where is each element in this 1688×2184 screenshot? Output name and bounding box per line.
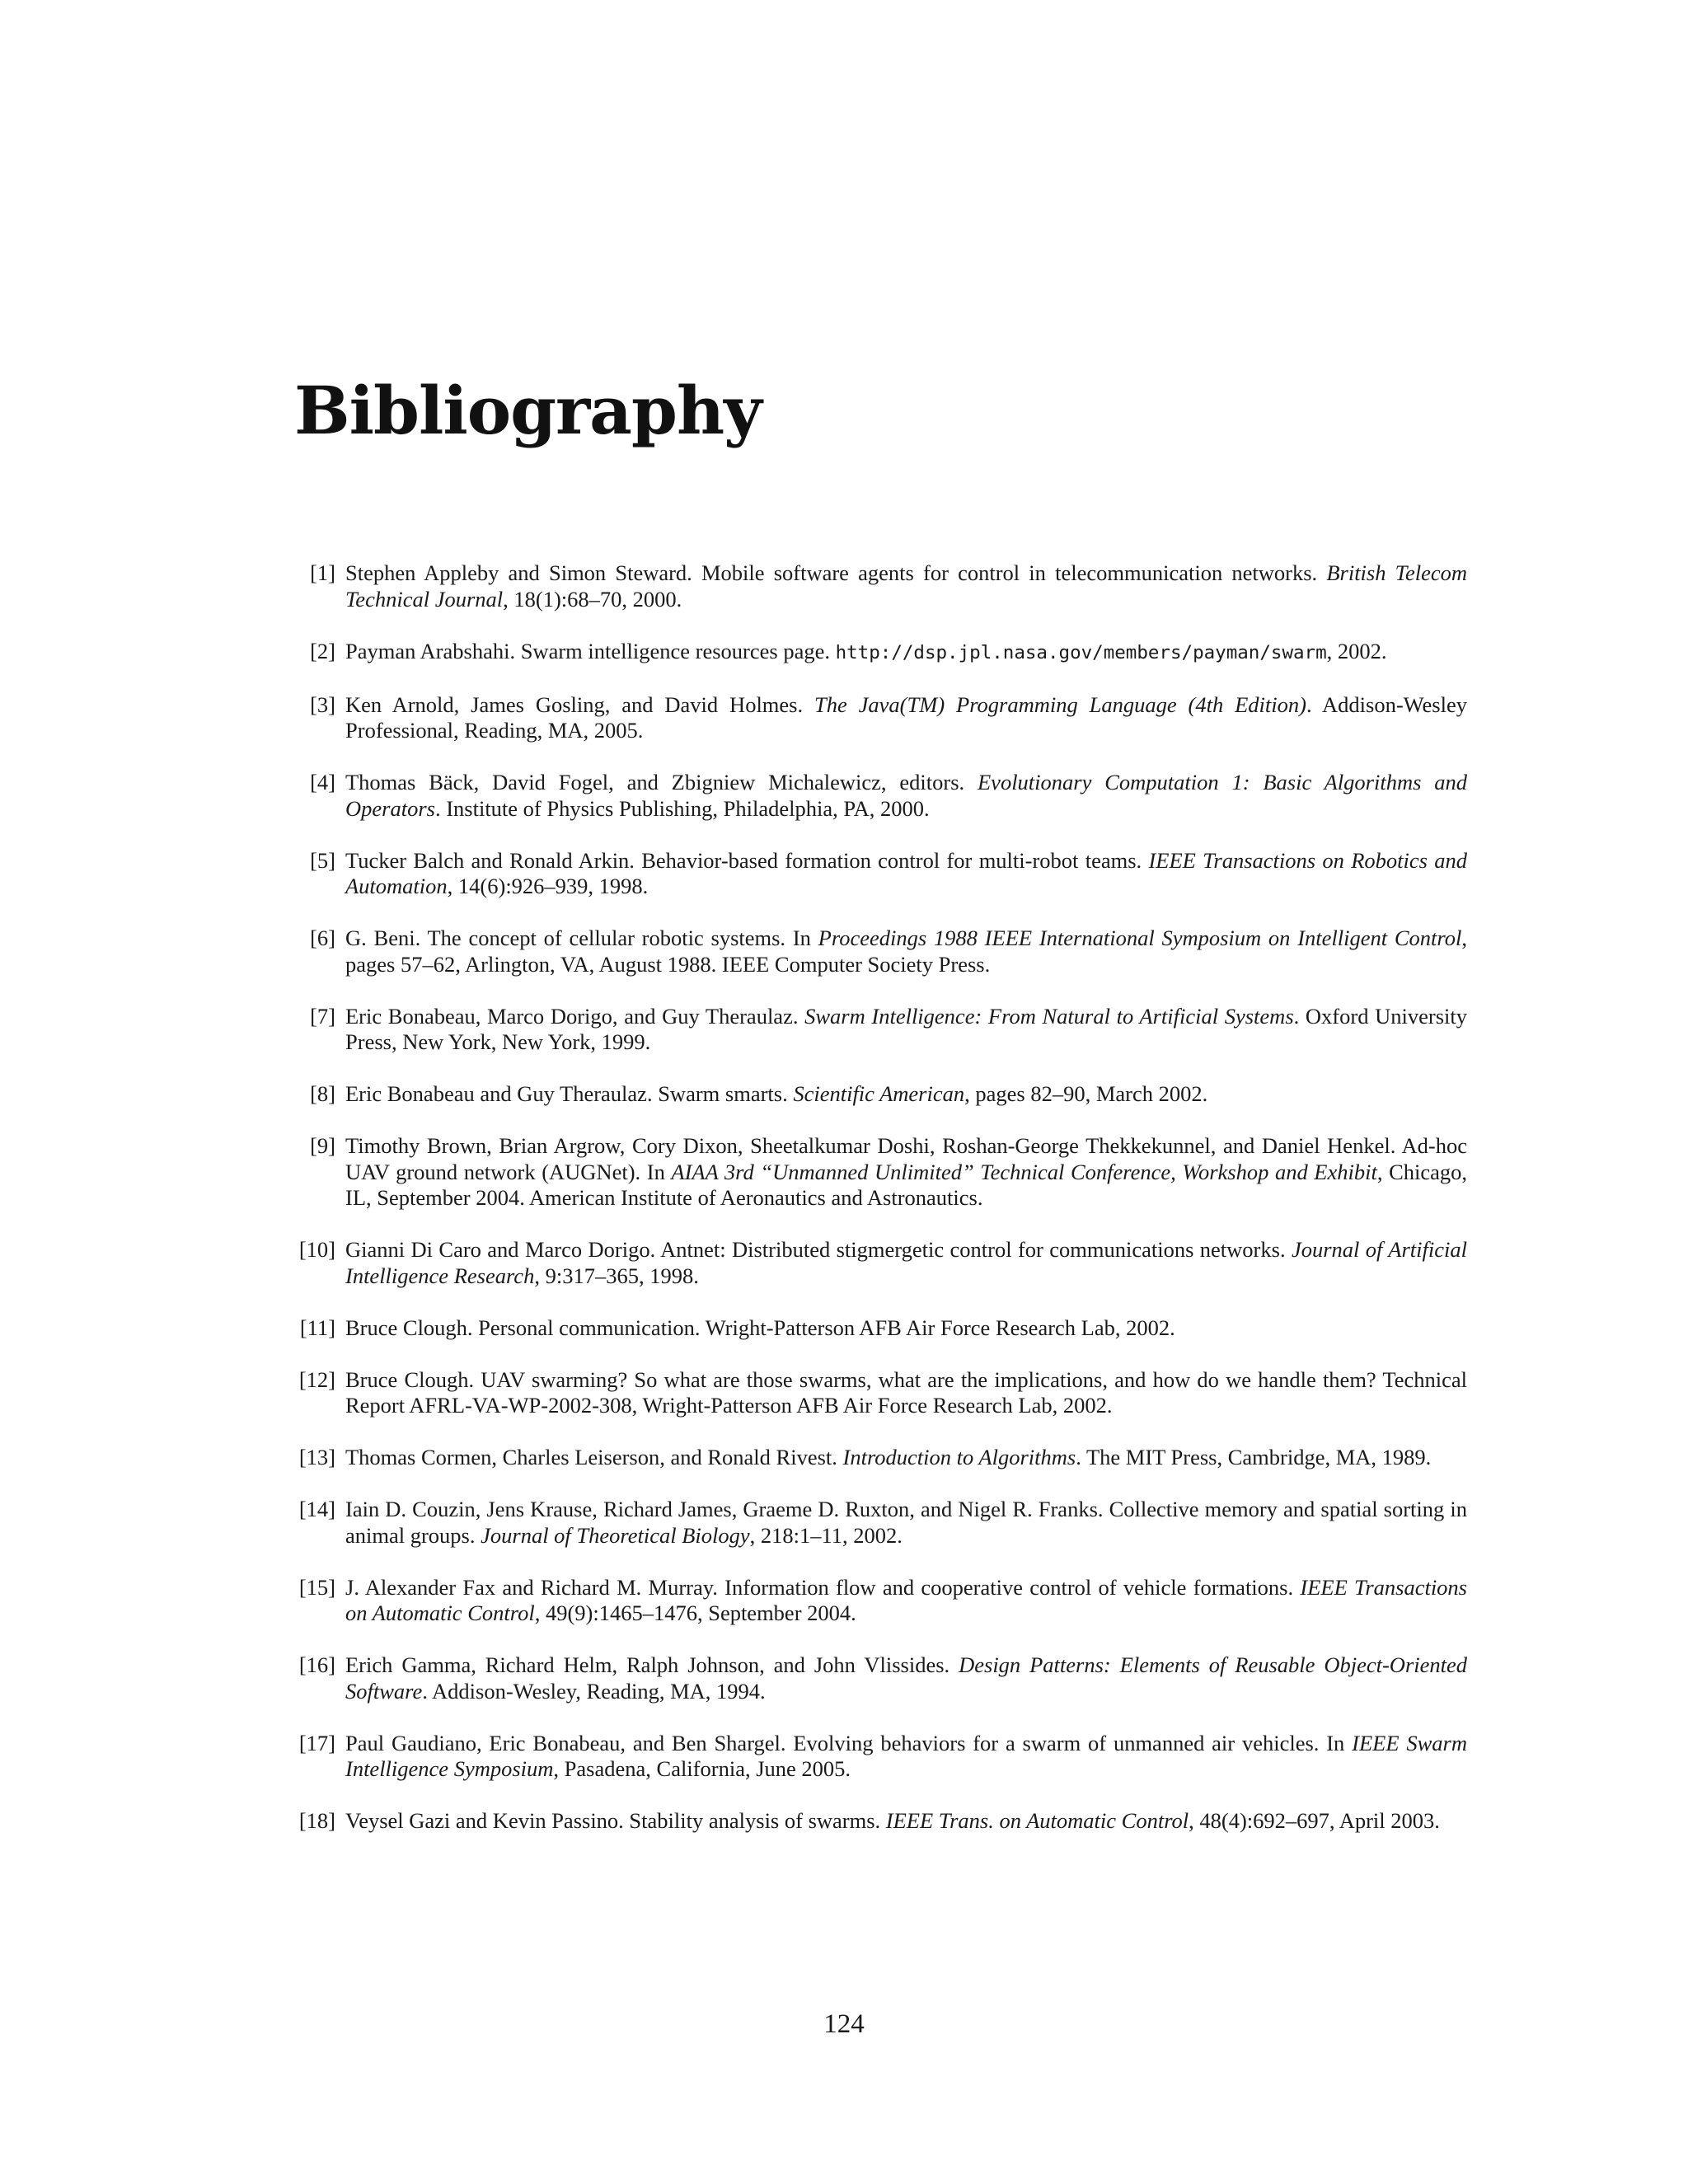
reference-text-segment: Payman Arabshahi. Swarm intelligence resources page. <box>345 638 836 663</box>
reference-source-title: AIAA 3rd “Unmanned Unlimited” Technical Conference, Workshop and Exhibit <box>671 1159 1377 1184</box>
reference-number: [6] <box>310 926 335 950</box>
reference-number: [14] <box>298 1497 335 1521</box>
reference-number: [7] <box>310 1003 335 1029</box>
reference-entry <box>294 1237 1467 1289</box>
reference-number: [1] <box>310 560 335 585</box>
reference-text-segment: Bruce Clough. Personal communication. Wright-Patterson AFB Air Force Research Lab, 2002. <box>345 1315 1175 1340</box>
reference-source-title: IEEE Transactions on Automatic Control <box>345 1574 1467 1625</box>
reference-text-segment: . Addison-Wesley Professional, Reading, MA, 2005. <box>345 691 1467 743</box>
reference-text-segment: , pages 57–62, Arlington, VA, August 1988. IEEE Computer Society Press. <box>345 926 1467 977</box>
reference-text <box>345 848 1467 900</box>
reference-text <box>345 1652 1467 1704</box>
reference-entry <box>294 926 1467 977</box>
reference-text-segment: , 2002. <box>1326 638 1387 663</box>
reference-entry <box>294 1575 1467 1627</box>
reference-text-segment: Erich Gamma, Richard Helm, Ralph Johnson, and John Vlissides. <box>345 1652 959 1677</box>
reference-text-segment: . Oxford University Press, New York, New York, 1999. <box>345 1003 1467 1054</box>
reference-entry <box>294 1315 1467 1342</box>
reference-entry <box>294 1808 1467 1835</box>
reference-text <box>345 1731 1467 1783</box>
reference-text <box>345 926 1467 977</box>
reference-number: [8] <box>310 1081 335 1106</box>
reference-text <box>345 560 1467 612</box>
reference-entry <box>294 560 1467 612</box>
reference-text-segment: , pages 82–90, March 2002. <box>964 1081 1208 1106</box>
reference-text <box>345 1497 1467 1549</box>
reference-text-segment: J. Alexander Fax and Richard M. Murray. Information flow and cooperative control of vehicle formations. <box>345 1574 1301 1600</box>
reference-text <box>345 1315 1467 1342</box>
reference-entry <box>294 1731 1467 1783</box>
reference-source-title: Swarm Intelligence: From Natural to Artificial Systems <box>804 1003 1294 1029</box>
reference-text-segment: Tucker Balch and Ronald Arkin. Behavior-based formation control for multi-robot teams. <box>345 847 1149 873</box>
reference-text-segment: , 18(1):68–70, 2000. <box>503 586 682 612</box>
reference-number: [13] <box>298 1445 335 1469</box>
reference-entry <box>294 1445 1467 1471</box>
reference-entry <box>294 1367 1467 1419</box>
reference-text <box>345 1367 1467 1419</box>
reference-source-title: Introduction to Algorithms <box>842 1445 1076 1469</box>
reference-source-title: British Telecom Technical Journal <box>345 560 1467 612</box>
reference-text-segment: . Institute of Physics Publishing, Philadelphia, PA, 2000. <box>434 795 930 821</box>
reference-text <box>345 692 1467 744</box>
reference-text-segment: Eric Bonabeau and Guy Theraulaz. Swarm smarts. <box>345 1081 794 1106</box>
reference-number: [2] <box>310 638 335 663</box>
reference-text-segment: Veysel Gazi and Kevin Passino. Stability analysis of swarms. <box>345 1808 886 1833</box>
reference-source-title: IEEE Transactions on Robotics and Automation <box>345 847 1467 898</box>
reference-text-segment: , 14(6):926–939, 1998. <box>447 874 649 898</box>
reference-number: [9] <box>310 1133 335 1158</box>
reference-text <box>345 1445 1467 1471</box>
reference-entry <box>294 1133 1467 1212</box>
reference-source-title: Design Patterns: Elements of Reusable Object-Oriented Software <box>345 1652 1468 1704</box>
reference-text <box>345 1004 1467 1056</box>
reference-entry <box>294 1004 1467 1056</box>
reference-number: [4] <box>310 770 335 794</box>
reference-text-segment: Ken Arnold, James Gosling, and David Holmes. <box>345 691 815 717</box>
reference-text-segment: Paul Gaudiano, Eric Bonabeau, and Ben Shargel. Evolving behaviors for a swarm of unmanned air vehicles. In <box>345 1730 1353 1755</box>
reference-number: [5] <box>310 847 335 873</box>
reference-text-segment: Thomas Cormen, Charles Leiserson, and Ronald Rivest. <box>345 1445 843 1469</box>
reference-source-title: Scientific American <box>793 1081 965 1106</box>
reference-text-segment: Eric Bonabeau, Marco Dorigo, and Guy Theraulaz. <box>345 1003 805 1029</box>
reference-text-segment: , Pasadena, California, June 2005. <box>553 1756 851 1781</box>
reference-number: [18] <box>298 1808 335 1833</box>
reference-entry <box>294 692 1467 744</box>
reference-text-segment: G. Beni. The concept of cellular robotic systems. In <box>345 926 818 950</box>
reference-text-segment: , 48(4):692–697, April 2003. <box>1189 1808 1440 1833</box>
reference-text-segment: , 218:1–11, 2002. <box>749 1522 903 1548</box>
reference-source-title: IEEE Swarm Intelligence Symposium <box>345 1730 1468 1781</box>
reference-number: [17] <box>298 1730 335 1755</box>
reference-number: [11] <box>299 1315 335 1340</box>
reference-text-segment: Timothy Brown, Brian Argrow, Cory Dixon, Sheetalkumar Doshi, Roshan-George Thekkekunnel, and Daniel Henkel. Ad-hoc UAV ground network (AUGNet). In <box>345 1133 1467 1184</box>
page-title: Bibliography <box>294 372 762 449</box>
reference-text-segment: , 49(9):1465–1476, September 2004. <box>534 1601 856 1625</box>
reference-entry <box>294 1081 1467 1108</box>
reference-text <box>345 1081 1467 1108</box>
reference-number: [3] <box>310 691 335 717</box>
reference-text <box>345 770 1467 822</box>
reference-number: [15] <box>298 1574 335 1600</box>
reference-source-title: Journal of Theoretical Biology <box>481 1522 750 1548</box>
reference-url: http://dsp.jpl.nasa.gov/members/payman/swarm <box>835 641 1327 663</box>
reference-source-title: The Java(TM) Programming Language (4th Edition) <box>814 691 1306 717</box>
reference-text-segment: . The MIT Press, Cambridge, MA, 1989. <box>1076 1445 1432 1469</box>
reference-text <box>345 1133 1467 1212</box>
reference-text <box>345 639 1467 667</box>
reference-text-segment: Bruce Clough. UAV swarming? So what are those swarms, what are the implications, and how do we handle them? Technical Report AFRL-VA-WP-2002-308, Wright-Patterson AFB Air Force Research Lab, 2002. <box>345 1366 1467 1418</box>
reference-text <box>345 1575 1467 1627</box>
reference-entry <box>294 639 1467 667</box>
reference-number: [10] <box>298 1237 335 1262</box>
reference-source-title: Journal of Artificial Intelligence Research <box>345 1237 1467 1288</box>
reference-text-segment: . Addison-Wesley, Reading, MA, 1994. <box>422 1678 766 1704</box>
reference-text-segment: Stephen Appleby and Simon Steward. Mobile software agents for control in telecommunication networks. <box>345 560 1327 585</box>
reference-text <box>345 1237 1467 1289</box>
page-number: 124 <box>823 2009 865 2039</box>
reference-text-segment: , 9:317–365, 1998. <box>534 1263 699 1288</box>
reference-entry <box>294 848 1467 900</box>
reference-entry <box>294 1652 1467 1704</box>
reference-source-title: Evolutionary Computation 1: Basic Algorithms and Operators <box>345 770 1467 821</box>
reference-number: [12] <box>298 1366 335 1392</box>
reference-text-segment: Thomas Bäck, David Fogel, and Zbigniew Michalewicz, editors. <box>345 770 978 794</box>
reference-source-title: IEEE Trans. on Automatic Control <box>885 1808 1189 1833</box>
reference-text <box>345 1808 1467 1835</box>
reference-number: [16] <box>298 1652 335 1677</box>
reference-text-segment: Gianni Di Caro and Marco Dorigo. Antnet: Distributed stigmergetic control for communications networks. <box>345 1237 1292 1262</box>
reference-source-title: Proceedings 1988 IEEE International Symposium on Intelligent Control <box>818 926 1462 950</box>
reference-entry <box>294 770 1467 822</box>
reference-list <box>294 560 1467 1860</box>
reference-text-segment: Iain D. Couzin, Jens Krause, Richard James, Graeme D. Ruxton, and Nigel R. Franks. Collective memory and spatial sorting in animal groups. <box>345 1497 1467 1548</box>
reference-entry <box>294 1497 1467 1549</box>
reference-text-segment: , Chicago, IL, September 2004. American Institute of Aeronautics and Astronautics. <box>345 1159 1467 1210</box>
